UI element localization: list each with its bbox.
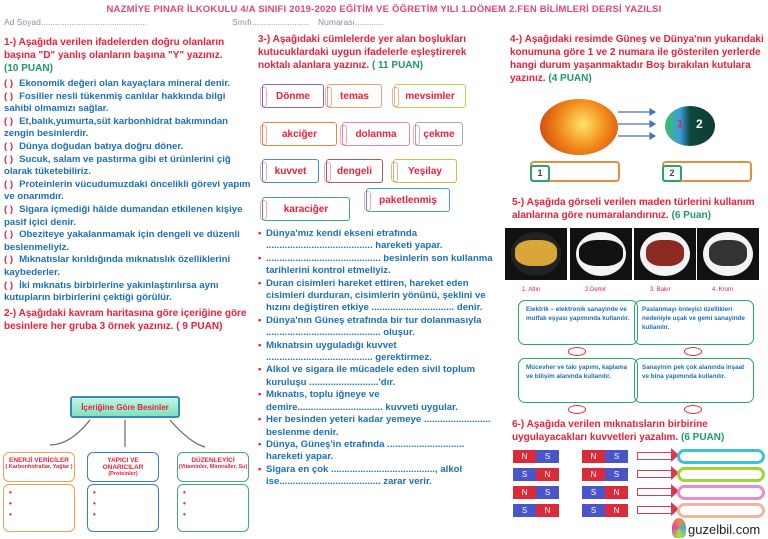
answer-parentheses[interactable]: ( )	[4, 203, 14, 215]
chrome-image	[697, 228, 759, 280]
food-group-header	[177, 452, 249, 482]
magnet-pole: N	[536, 468, 559, 481]
use-box: Paslanmayı önleyici özellikleri nedeniyle uçak ve gemi sanayinde kullanılır.	[634, 300, 754, 345]
magnet-pole: N	[513, 486, 536, 499]
magnet-pole: S	[536, 450, 559, 463]
use-box: Mücevher ve takı yapımı, kaplama ve bilişim alanında kullanılır.	[518, 358, 638, 403]
concept-map-title: İçeriğine Göre Besinler	[70, 396, 180, 418]
statement-text: Mıknatıslar kırıldığında mıknatıslık özelliklerini kaybederler.	[4, 254, 231, 278]
word-card: dolanma	[342, 122, 410, 146]
true-false-item	[4, 116, 254, 141]
mine-label: 1. Altın	[522, 287, 541, 293]
statement-text: Et,balık,yumurta,süt karbonhidrat bakımından zengin besinlerdir.	[4, 115, 229, 140]
fill-blank-sentence[interactable]: • ........................................... besinlerin son kullanma tarihlerini kontrol etmeliyiz.	[258, 253, 498, 278]
true-false-item	[4, 154, 254, 179]
magnet-pole: N	[536, 504, 559, 517]
answer-parentheses[interactable]: ( )	[4, 90, 14, 102]
q5-title: 5-) Aşağıda görseli verilen maden türlerini kullanım alanlarına göre numaralandırınız. (6 Puan)	[512, 197, 755, 221]
food-group-answer-box[interactable]	[3, 484, 75, 532]
true-false-item	[4, 141, 254, 154]
magnet	[513, 504, 559, 517]
magnet-pole: N	[582, 450, 605, 463]
statement-text: Obeziteye yakalanmamak için dengeli ve düzenli beslenmeliyiz.	[4, 229, 240, 253]
q1-items	[4, 78, 254, 305]
word-card: çekme	[415, 122, 463, 146]
true-false-item	[4, 254, 254, 279]
magnet-pole: N	[605, 504, 628, 517]
food-group-header	[3, 452, 75, 482]
food-group-answer-box[interactable]	[87, 484, 159, 532]
word-card: dengeli	[326, 159, 383, 183]
earth-image	[665, 106, 715, 146]
statement-text: İki mıknatıs birbirlerine yakınlaştırılırsa aynı kutupların birbirlerini çektiği görülür.	[4, 279, 219, 304]
q3-sentences	[258, 228, 498, 489]
answer-parentheses[interactable]: ( )	[4, 279, 14, 291]
food-group-header	[87, 452, 159, 482]
q4-points: (4 PUAN)	[548, 73, 592, 84]
group-name: YAPICI VE ONARICILAR	[102, 457, 144, 471]
arrow-icon	[637, 506, 671, 514]
magnet-pole: S	[536, 486, 559, 499]
answer-circle[interactable]	[684, 347, 702, 356]
group-name: DÜZENLEYİCİ	[191, 457, 235, 464]
answer-parentheses[interactable]: ( )	[4, 178, 14, 190]
number-field[interactable]: Numarası............	[318, 17, 384, 27]
bullet: •	[183, 488, 186, 497]
group-name: ENERJİ VERİCİLER	[9, 457, 69, 464]
arrow-icon	[637, 470, 671, 478]
true-false-item	[4, 91, 254, 116]
true-false-item	[4, 229, 254, 254]
answer-parentheses[interactable]: ( )	[4, 115, 14, 127]
magnet-pole: N	[605, 486, 628, 499]
lightbulb-logo-icon	[672, 518, 686, 538]
magnet-pole: S	[582, 486, 605, 499]
q4-title: 4-) Aşağıdaki resimde Güneş ve Dünya'nın yukarıdaki konumuna göre 1 ve 2 numara ile gösterilen yerlerde hangi durum yaşanmaktadır Boş bırakılan kutulara yazınız.	[510, 34, 764, 84]
q3-points: ( 11 PUAN)	[371, 60, 424, 71]
magnet-pole: S	[582, 504, 605, 517]
word-card: Yeşilay	[393, 159, 457, 183]
force-answer-box[interactable]	[677, 449, 765, 464]
statement-text: Fosiller nesli tükenmiş canlılar hakkında bilgi sahibi olmamızı sağlar.	[4, 90, 226, 115]
fill-blank-sentence[interactable]: • Dünya'nın Güneş etrafında bir tur dolanmasıyla ........................................... oluşur.	[258, 315, 498, 340]
answer-parentheses[interactable]: ( )	[4, 140, 14, 152]
magnet-pole: N	[582, 468, 605, 481]
word-card: karaciğer	[262, 197, 350, 221]
watermark: guzelbil.com	[688, 522, 761, 537]
magnet	[582, 468, 628, 481]
magnet-pole: S	[513, 504, 536, 517]
magnet-pole: S	[513, 468, 536, 481]
magnet-pole: S	[605, 468, 628, 481]
fill-blank-sentence[interactable]: • Mıknatıs, toplu iğneye ve demire................................ kuvveti uygular.	[258, 389, 498, 414]
statement-text: Ekonomik değeri olan kayaçlara mineral denir.	[19, 78, 231, 89]
bullet: •	[93, 499, 96, 508]
magnet-pole: S	[605, 450, 628, 463]
bullet: •	[9, 488, 12, 497]
iron-image	[570, 228, 632, 280]
answer-parentheses[interactable]: ( )	[4, 78, 14, 89]
group-sub: ( Karbonhidratlar, Yağlar )	[5, 464, 73, 470]
mine-label: 4. Krom	[712, 287, 734, 293]
bullet: •	[9, 499, 12, 508]
word-card: kuvvet	[262, 159, 319, 183]
word-card: paketlenmiş	[366, 188, 450, 212]
mine-label: 3. Bakır	[650, 287, 671, 293]
food-group-answer-box[interactable]	[177, 484, 249, 532]
q3-title: 3-) Aşağıdaki cümlelerde yer alan boşlukları kutucuklardaki uygun ifadelerle eşleştirerek noktalı alanlara yazınız.	[258, 34, 467, 71]
statement-text: Dünya doğudan batıya doğru döner.	[19, 140, 184, 152]
statement-text: Proteinlerin vücudumuzdaki öncelikli görevi yapım ve onarımdır.	[4, 178, 251, 203]
true-false-item	[4, 179, 254, 204]
true-false-item	[4, 78, 254, 91]
magnet	[582, 486, 628, 499]
word-card: Dönme	[262, 84, 324, 108]
answer-box-2[interactable]	[662, 161, 752, 182]
force-answer-box[interactable]	[677, 503, 765, 518]
answer-box-1[interactable]	[530, 161, 620, 182]
arrow-icon	[637, 452, 671, 460]
fill-blank-sentence[interactable]: • Mıknatısın uyguladığı kuvvet ........................................ gerektirmez.	[258, 340, 498, 365]
mine-label: 2.Demir	[585, 287, 607, 293]
use-box: Elektrik – elektronik sanayinde ve mutfak eşyası yapımında kullanılır.	[518, 300, 638, 345]
magnet	[513, 450, 559, 463]
true-false-item	[4, 280, 254, 305]
bullet: •	[183, 499, 186, 508]
q2-title: 2-) Aşağıdaki kavram haritasına göre içeriğine göre besinlere her gruba 3 örnek yazınız. ( 9 PUAN)	[4, 307, 247, 332]
question-1	[4, 36, 254, 333]
fill-blank-sentence[interactable]: • Her besinden yeteri kadar yemeye ......................... beslenme denir.	[258, 414, 498, 439]
fill-blank-sentence[interactable]: • Dünya, Güneş'in etrafında ............................. hareketi yapar.	[258, 439, 498, 464]
sunlight-arrows	[618, 108, 658, 140]
bullet: •	[183, 510, 186, 519]
bullet: •	[9, 510, 12, 519]
word-card: temas	[327, 84, 382, 108]
name-field[interactable]: Ad Soyad.............................................	[4, 17, 148, 27]
group-sub: (Proteinler)	[108, 471, 138, 477]
answer-box-number: 1	[530, 165, 550, 182]
fill-blank-sentence[interactable]: • Duran cisimleri hareket ettiren, hareket eden cisimleri durduran, cisimlerin yönünü, şeklini ve hızını değiştiren etkiye ............................... denir.	[258, 278, 498, 315]
group-sub: (Vitaminler, Mineraller, Su)	[178, 464, 248, 470]
question-4	[510, 33, 765, 85]
bullet: •	[93, 488, 96, 497]
q1-title: 1-) Aşağıda verilen ifadelerden doğru olanların başına "D" yanlış olanların başına "Y" yazınız. (10 PUAN)	[4, 37, 225, 74]
magnet	[582, 450, 628, 463]
copper-image	[634, 228, 696, 280]
answer-parentheses[interactable]: ( )	[4, 153, 14, 165]
word-card: mevsimler	[394, 84, 466, 108]
question-3	[258, 33, 496, 72]
statement-text: Sigara içmediği hâlde dumandan etkilenen kişiye pasif içici denir.	[4, 203, 243, 228]
magnet	[513, 468, 559, 481]
answer-parentheses[interactable]: ( )	[4, 229, 14, 241]
fill-blank-sentence[interactable]: • Sigara en çok ......................................., alkol ise...................................... zarar verir.	[258, 464, 498, 489]
magnet-pole: N	[513, 450, 536, 463]
sun-image	[540, 99, 618, 155]
force-answer-box[interactable]	[677, 467, 765, 482]
word-card: akciğer	[262, 122, 337, 146]
q6-title: 6-) Aşağıda verilen mıknatısların birbirine uygulayacakları kuvvetleri yazalım. (6 PUAN)	[512, 419, 725, 443]
use-box: Sanayinin pek çok alanında inşaat ve bina yapımında kullanılır.	[634, 358, 754, 403]
answer-box-number: 2	[662, 165, 682, 182]
exam-title: NAZMİYE PINAR İLKOKULU 4/A SINIFI 2019-2020 EĞİTİM VE ÖĞRETİM YILI 1.DÖNEM 2.FEN BİLİMLERİ DERSİ YAZILSI	[106, 4, 662, 15]
force-answer-box[interactable]	[677, 485, 765, 500]
statement-text: Sucuk, salam ve pastırma gibi et ürünlerini çiğ olarak tüketebiliriz.	[4, 153, 231, 178]
earth-label-2: 2	[696, 117, 703, 131]
bullet: •	[93, 510, 96, 519]
fill-blank-sentence[interactable]: • Alkol ve sigara ile mücadele eden sivil toplum kuruluşu ..........................'dır.	[258, 364, 498, 389]
concept-map-arrows	[0, 415, 250, 455]
fill-blank-sentence[interactable]: • Dünya'mız kendi ekseni etrafında ........................................ hareketi yapar.	[258, 228, 498, 253]
magnet	[582, 504, 628, 517]
answer-parentheses[interactable]: ( )	[4, 254, 14, 266]
answer-circle[interactable]	[684, 405, 702, 414]
magnet	[513, 486, 559, 499]
arrow-icon	[637, 488, 671, 496]
answer-circle[interactable]	[568, 405, 586, 414]
earth-label-1: 1	[677, 118, 684, 130]
class-field[interactable]: Sınıfı........................	[232, 17, 309, 27]
answer-circle[interactable]	[568, 347, 586, 356]
true-false-item	[4, 204, 254, 229]
gold-image	[505, 228, 567, 280]
